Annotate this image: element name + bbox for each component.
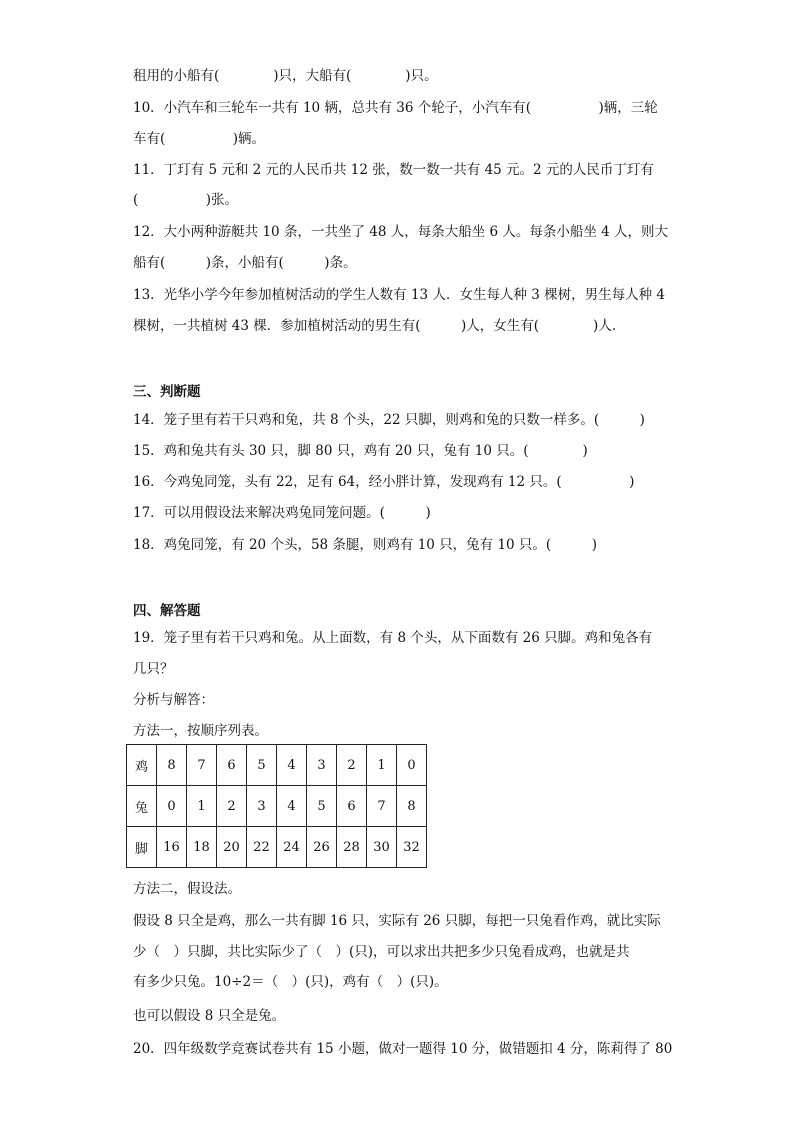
table-cell: 1 bbox=[187, 786, 217, 827]
q16: 16．今鸡兔同笼，头有 22，足有 64，经小胖计算，发现鸡有 12 只。( ) bbox=[133, 474, 635, 490]
table-row bbox=[127, 827, 427, 868]
q17: 17．可以用假设法来解决鸡兔同笼问题。( ) bbox=[133, 505, 431, 521]
table-cell: 22 bbox=[247, 827, 277, 868]
q10-line2: 车有( )辆。 bbox=[133, 131, 266, 147]
section-4-title: 四、解答题 bbox=[133, 603, 201, 619]
table-cell: 8 bbox=[397, 786, 427, 827]
table-cell: 32 bbox=[397, 827, 427, 868]
q19-line1: 19．笼子里有若干只鸡和兔。从上面数，有 8 个头，从下面数有 26 只脚。鸡和兔各有 bbox=[133, 630, 653, 646]
table-cell: 0 bbox=[397, 745, 427, 786]
table-cell: 7 bbox=[367, 786, 397, 827]
table-cell: 4 bbox=[277, 786, 307, 827]
method2-line1: 假设 8 只全是鸡，那么一共有脚 16 只，实际有 26 只脚，每把一只兔看作鸡，就比实际 bbox=[133, 913, 661, 929]
q10-line1: 10．小汽车和三轮车一共有 10 辆，总共有 36 个轮子，小汽车有( )辆，三轮 bbox=[133, 100, 658, 116]
table-cell: 2 bbox=[337, 745, 367, 786]
method2-line3: 有多少只兔。10÷2＝（ ）(只)，鸡有（ ）(只)。 bbox=[133, 974, 448, 990]
table-cell: 1 bbox=[367, 745, 397, 786]
table-cell: 26 bbox=[307, 827, 337, 868]
q13-line2: 棵树，一共植树 43 棵．参加植树活动的男生有( )人，女生有( )人． bbox=[133, 318, 626, 334]
table-cell: 8 bbox=[157, 745, 187, 786]
table-cell: 20 bbox=[217, 827, 247, 868]
table-cell: 5 bbox=[247, 745, 277, 786]
method2-label: 方法二，假设法。 bbox=[133, 881, 241, 897]
table-cell: 30 bbox=[367, 827, 397, 868]
table-cell: 2 bbox=[217, 786, 247, 827]
method1-label: 方法一，按顺序列表。 bbox=[133, 723, 268, 739]
q14: 14．笼子里有若干只鸡和兔，共 8 个头，22 只脚，则鸡和兔的只数一样多。( ) bbox=[133, 412, 645, 428]
table-cell: 6 bbox=[217, 745, 247, 786]
q12-line2: 船有( )条，小船有( )条。 bbox=[133, 255, 357, 271]
q13-line1: 13．光华小学今年参加植树活动的学生人数有 13 人．女生每人种 3 棵树，男生每人种 4 bbox=[133, 287, 665, 303]
table-cell: 16 bbox=[157, 827, 187, 868]
table-cell: 7 bbox=[187, 745, 217, 786]
q15: 15．鸡和兔共有头 30 只，脚 80 只，鸡有 20 只，兔有 10 只。( ) bbox=[133, 443, 588, 459]
q11-line1: 11．丁玎有 5 元和 2 元的人民币共 12 张，数一数一共有 45 元。2 元的人民币丁玎有 bbox=[133, 162, 654, 178]
analysis-label: 分析与解答： bbox=[133, 692, 214, 708]
table-cell: 18 bbox=[187, 827, 217, 868]
method2-line2: 少（ ）只脚，共比实际少了（ ）(只)，可以求出共把多少只兔看成鸡，也就是共 bbox=[133, 944, 630, 960]
table-cell: 24 bbox=[277, 827, 307, 868]
q20-line1: 20．四年级数学竞赛试卷共有 15 小题，做对一题得 10 分，做错题扣 4 分，陈莉得了 80 bbox=[133, 1041, 673, 1057]
section-3-title: 三、判断题 bbox=[133, 384, 201, 400]
row-label: 鸡 bbox=[127, 745, 157, 786]
table-cell: 5 bbox=[307, 786, 337, 827]
table-cell: 0 bbox=[157, 786, 187, 827]
q11-line2: ( )张。 bbox=[133, 192, 239, 208]
table-cell: 3 bbox=[247, 786, 277, 827]
table-row bbox=[127, 786, 427, 827]
table-cell: 3 bbox=[307, 745, 337, 786]
q19-line2: 几只？ bbox=[133, 661, 174, 677]
table-row bbox=[127, 745, 427, 786]
table-cell: 4 bbox=[277, 745, 307, 786]
q12-line1: 12．大小两种游艇共 10 条，一共坐了 48 人，每条大船坐 6 人。每条小船坐 4 人，则大 bbox=[133, 224, 669, 240]
enumeration-table bbox=[126, 744, 427, 868]
q18: 18．鸡兔同笼，有 20 个头，58 条腿，则鸡有 10 只，兔有 10 只。( ) bbox=[133, 537, 597, 553]
row-label: 脚 bbox=[127, 827, 157, 868]
alt-method: 也可以假设 8 只全是兔。 bbox=[133, 1008, 286, 1024]
table-cell: 28 bbox=[337, 827, 367, 868]
q9-continuation: 租用的小船有( )只，大船有( )只。 bbox=[133, 68, 438, 84]
table-cell: 6 bbox=[337, 786, 367, 827]
row-label: 兔 bbox=[127, 786, 157, 827]
